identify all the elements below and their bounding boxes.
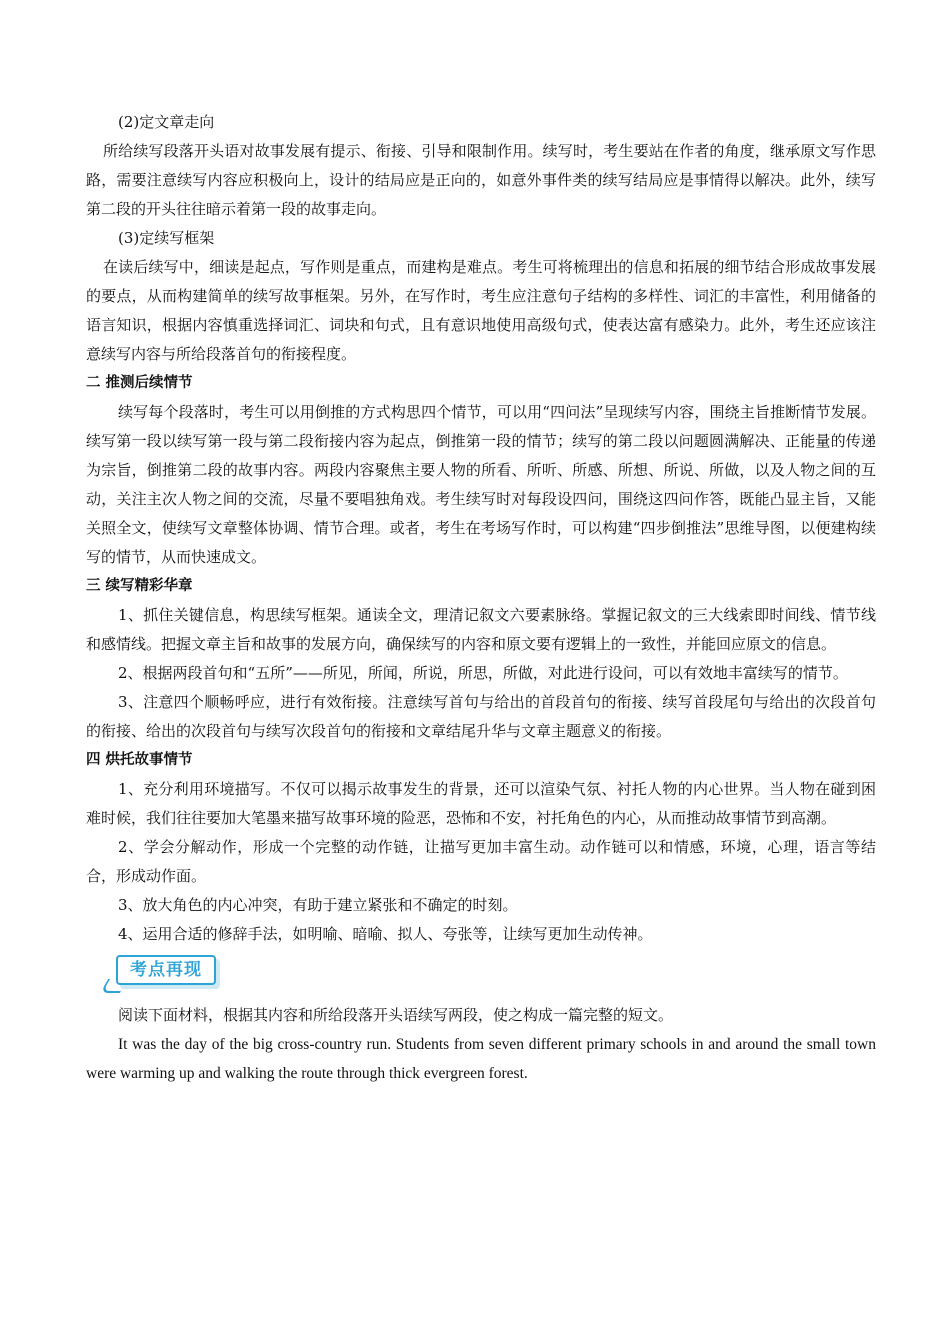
paragraph-part-two: 续写每个段落时，考生可以用倒推的方式构思四个情节，可以用“四问法”呈现续写内容，围绕主旨推断情节发展。续写第一段以续写第一段与第二段衔接内容为起点，倒推第一段的情节；续写的第二段以问题圆满解决、正能量的传递为宗旨，倒推第二段的故事内容。两段内容聚焦主要人物的所看、所听、所感、所想、所说、所做，以及人物之间的互动，关注主次人物之间的交流，尽量不要唱独角戏。考生续写时对每段设四问，围绕这四问作答，既能凸显主旨，又能关照全文，使续写文章整体协调、情节合理。或者，考生在考场写作时，可以构建“四步倒推法”思维导图，以便建构续写的情节，从而快速成文。: [86, 403, 876, 566]
exercise-passage: It was the day of the big cross-country run. Students from seven different primary schools in and around the small town were warming up and walking the route through thick evergreen forest.: [86, 1036, 876, 1082]
list-item: 3、放大角色的内心冲突，有助于建立紧张和不确定的时刻。: [118, 896, 518, 914]
badge-label: 考点再现: [130, 960, 202, 980]
list-item: 3、注意四个顺畅呼应，进行有效衔接。注意续写首句与给出的首段首句的衔接、续写首段尾句与给出的次段首句的衔接、给出的次段首句与续写次段首句的衔接和文章结尾升华与文章主题意义的衔接。: [86, 693, 876, 740]
paragraph-direction: 所给续写段落开头语对故事发展有提示、衔接、引导和限制作用。续写时，考生要站在作者的角度，继承原文写作思路，需要注意续写内容应积极向上，设计的结局应是正向的，如意外事件类的续写结局应是事情得以解决。此外，续写第二段的开头往往暗示着第一段的故事走向。: [86, 142, 876, 218]
heading-part-four: 四 烘托故事情节: [86, 752, 193, 768]
list-item: 2、学会分解动作，形成一个完整的动作链，让描写更加丰富生动。动作链可以和情感，环境，心理，语言等结合，形成动作面。: [86, 838, 876, 885]
list-item: 2、根据两段首句和“五所”——所见，所闻，所说，所思，所做，对此进行设问，可以有效地丰富续写的情节。: [118, 664, 848, 682]
subheading-direction: (2)定文章走向: [118, 113, 215, 131]
paragraph-framework: 在读后续写中，细读是起点，写作则是重点，而建构是难点。考生可将梳理出的信息和拓展的细节结合形成故事发展的要点，从而构建简单的续写故事框架。另外，在写作时，考生应注意句子结构的多样性、词汇的丰富性，利用储备的语言知识，根据内容慎重选择词汇、词块和句式，且有意识地使用高级句式，使表达富有感染力。此外，考生还应该注意续写内容与所给段落首句的衔接程度。: [86, 258, 876, 363]
document-page: [86, 108, 876, 1088]
list-item: 4、运用合适的修辞手法，如明喻、暗喻、拟人、夸张等，让续写更加生动传神。: [118, 925, 653, 943]
exam-point-badge: [86, 953, 876, 993]
subheading-framework: (3)定续写框架: [118, 229, 215, 247]
exercise-instruction: 阅读下面材料，根据其内容和所给段落开头语续写两段，使之构成一篇完整的短文。: [118, 1006, 674, 1024]
list-item: 1、抓住关键信息，构思续写框架。通读全文，理清记叙文六要素脉络。掌握记叙文的三大线索即时间线、情节线和感情线。把握文章主旨和故事的发展方向，确保续写的内容和原文要有逻辑上的一致性，并能回应原文的信息。: [86, 606, 876, 653]
list-item: 1、充分利用环境描写。不仅可以揭示故事发生的背景，还可以渲染气氛、衬托人物的内心世界。当人物在碰到困难时候，我们往往要加大笔墨来描写故事环境的险恶，恐怖和不安，衬托角色的内心，从而推动故事情节到高潮。: [86, 780, 876, 827]
badge-frame: [116, 955, 216, 985]
heading-part-two: 二 推测后续情节: [86, 375, 193, 391]
heading-part-three: 三 续写精彩华章: [86, 578, 193, 594]
